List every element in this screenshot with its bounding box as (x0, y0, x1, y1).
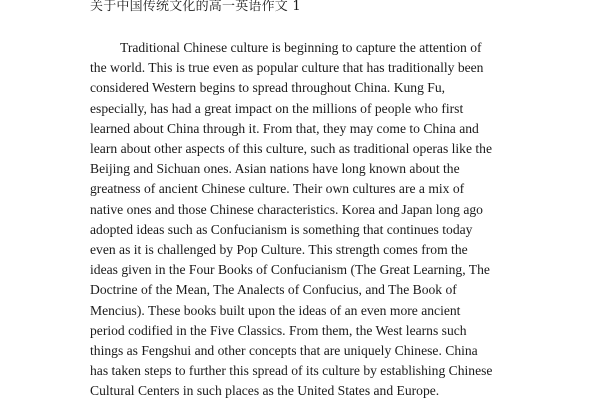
paragraph-line: the world. This is true even as popular culture that has traditionally been (90, 60, 484, 76)
paragraph-line: ideas given in the Four Books of Confucianism (The Great Learning, The (90, 262, 490, 278)
paragraph-line: even as it is challenged by Pop Culture. This strength comes from the (90, 242, 468, 258)
paragraph-line: learn about other aspects of this culture, such as traditional operas like the (90, 141, 493, 157)
paragraph-line: adopted ideas such as Confucianism is something that continues today (90, 221, 473, 237)
paragraph-line: especially, has had a great impact on the millions of people who first (90, 100, 464, 116)
document-title: 关于中国传统文化的高一英语作文 1 (90, 0, 301, 14)
paragraph-line: Mencius). These books built upon the ideas of an even more ancient (90, 302, 461, 318)
paragraph-line: native ones and those Chinese characteristics. Korea and Japan long ago (90, 201, 483, 217)
paragraph-line: learned about China through it. From that, they may come to China and (90, 120, 479, 136)
paragraph-line: Doctrine of the Mean, The Analects of Confucius, and The Book of (90, 282, 457, 298)
paragraph-line: things as Fengshui and other concepts that are uniquely Chinese. China (90, 343, 478, 359)
paragraph-line: greatness of ancient Chinese culture. Their own cultures are a mix of (90, 181, 465, 197)
essay-paragraph (90, 38, 530, 400)
paragraph-line: Cultural Centers in such places as the United States and Europe. (90, 383, 440, 399)
paragraph-line: Beijing and Sichuan ones. Asian nations have long known about the (90, 161, 460, 177)
paragraph-line: has taken steps to further this spread of its culture by establishing Chinese (90, 363, 493, 379)
paragraph-line: Traditional Chinese culture is beginning to capture the attention of (120, 40, 482, 55)
paragraph-line: period codified in the Five Classics. From them, the West learns such (90, 322, 467, 338)
paragraph-line: considered Western begins to spread throughout China. Kung Fu, (90, 80, 446, 96)
